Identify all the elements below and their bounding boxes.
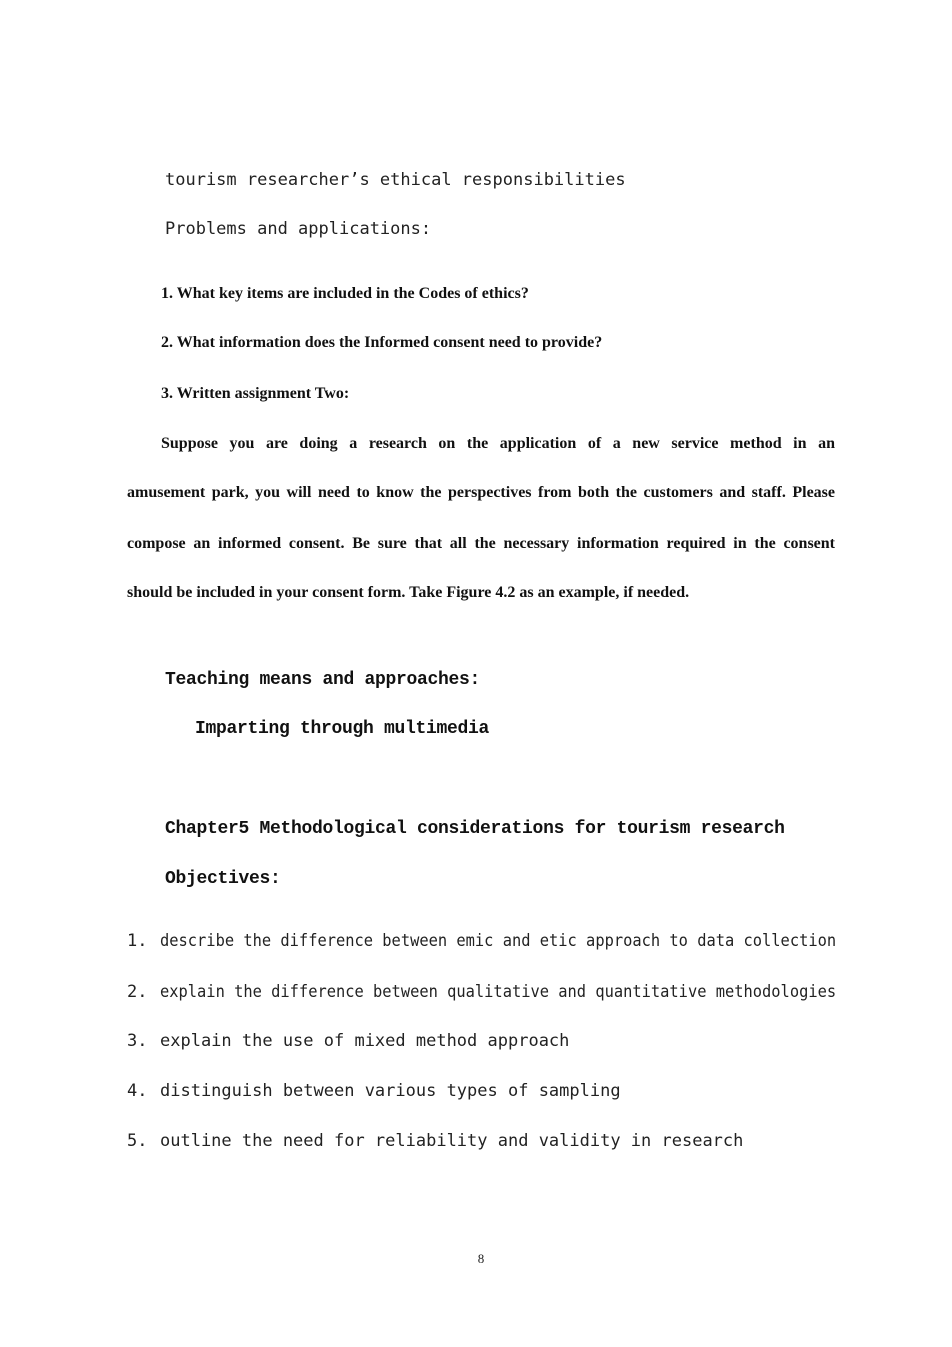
objective-number: 1. — [127, 931, 148, 951]
question-2: 2. What information does the Informed consent need to provide? — [161, 334, 603, 351]
objective-text: distinguish between various types of sampling — [160, 1081, 621, 1101]
assignment-line-1: Suppose you are doing a research on the application of a new service method in an — [161, 435, 835, 452]
objective-number: 2. — [127, 982, 148, 1002]
teaching-means-heading: Teaching means and approaches: — [165, 670, 481, 690]
question-3: 3. Written assignment Two: — [161, 385, 350, 402]
objective-text: describe the difference between emic and etic approach to data collection — [160, 931, 837, 951]
objective-number: 4. — [127, 1081, 148, 1101]
chapter-title: Chapter5 Methodological considerations for tourism research — [165, 819, 785, 839]
objectives-heading: Objectives: — [165, 869, 281, 889]
question-1: 1. What key items are included in the Codes of ethics? — [161, 285, 529, 302]
assignment-line-4: should be included in your consent form. Take Figure 4.2 as an example, if needed. — [127, 584, 690, 601]
intro-ethical-responsibilities: tourism researcher’s ethical responsibilities — [165, 170, 626, 190]
objective-number: 3. — [127, 1031, 148, 1051]
teaching-means-item: Imparting through multimedia — [195, 719, 490, 739]
page-number: 8 — [477, 1251, 485, 1266]
assignment-line-3: compose an informed consent. Be sure that all the necessary information required in the consent — [127, 535, 835, 552]
objective-text: outline the need for reliability and validity in research — [160, 1131, 744, 1151]
assignment-line-2: amusement park, you will need to know the perspectives from both the customers and staff. Please — [127, 484, 835, 501]
objective-text: explain the use of mixed method approach — [160, 1031, 570, 1051]
objective-number: 5. — [127, 1131, 148, 1151]
problems-and-applications-heading: Problems and applications: — [165, 219, 432, 239]
objective-text: explain the difference between qualitative and quantitative methodologies — [160, 982, 837, 1002]
